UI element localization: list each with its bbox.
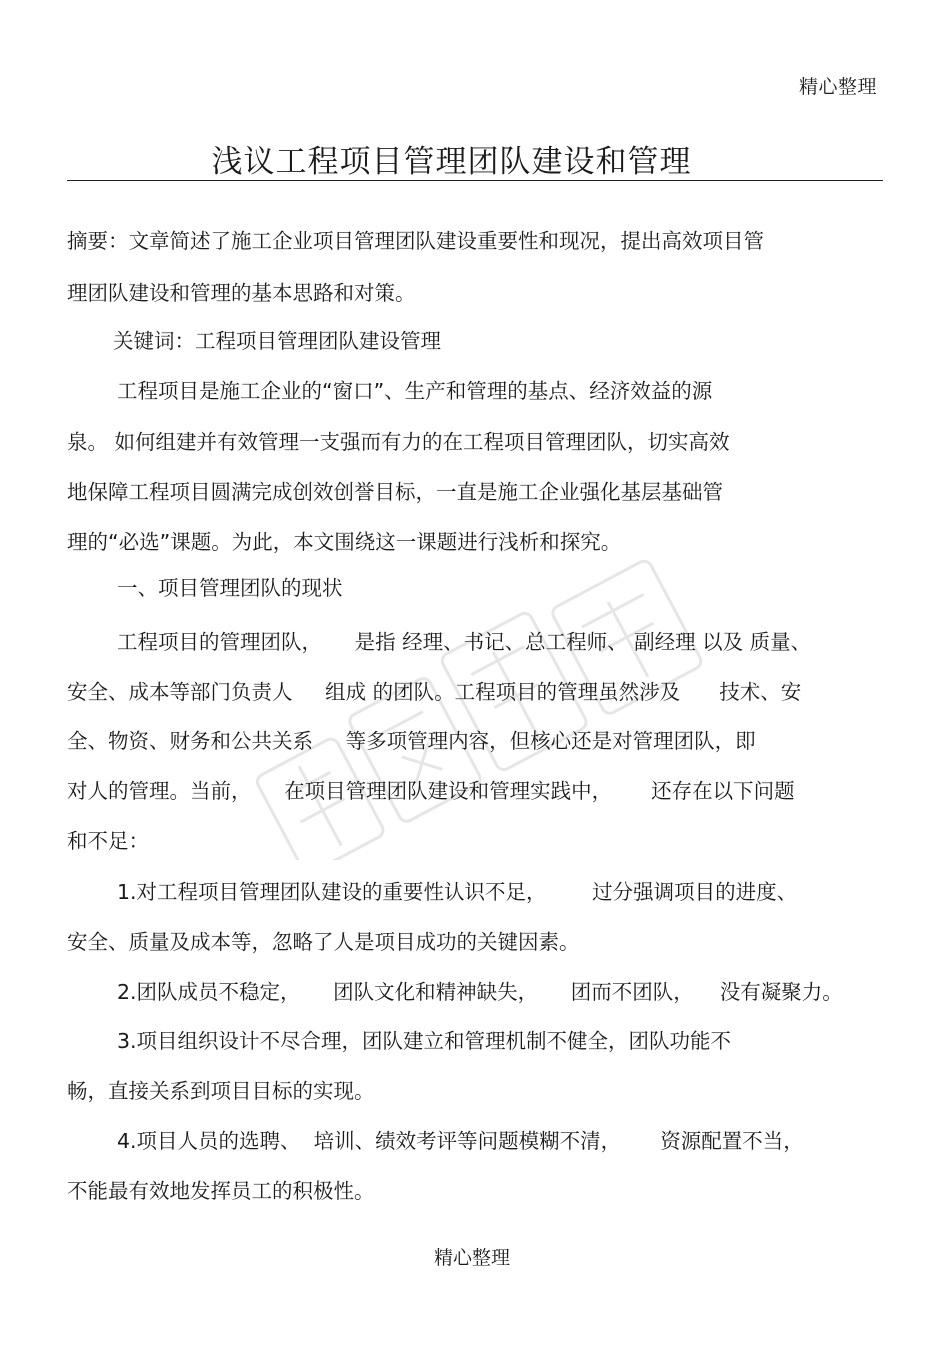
problem-item-4-cont: 不能最有效地发挥员工的积极性。 — [67, 1179, 375, 1203]
status-line: 对人的管理。当前， 在项目管理团队建设和管理实践中， 还存在以下问题 — [67, 779, 795, 803]
abstract-line: 理团队建设和管理的基本思路和对策。 — [67, 281, 416, 305]
problem-item-3-cont: 畅，直接关系到项目目标的实现。 — [67, 1079, 375, 1103]
keywords-line: 关键词：工程项目管理团队建设管理 — [113, 329, 441, 353]
problem-item-1: 1.对工程项目管理团队建设的重要性认识不足， 过分强调项目的进度、 — [117, 880, 798, 904]
status-line: 安全、成本等部门负责人 组成 的团队。工程项目的管理虽然涉及 技术、安 — [67, 680, 802, 704]
intro-line: 泉。 如何组建并有效管理一支强而有力的在工程项目管理团队，切实高效 — [67, 430, 730, 454]
problem-item-2: 2.团队成员不稳定， 团队文化和精神缺失， 团而不团队， 没有凝聚力。 — [117, 980, 843, 1004]
section-heading: 一、项目管理团队的现状 — [117, 576, 343, 600]
page-title: 浅议工程项目管理团队建设和管理 — [211, 144, 692, 180]
intro-line: 地保障工程项目圆满完成创效创誉目标，一直是施工企业强化基层基础管 — [67, 480, 723, 504]
intro-line: 理的“必选”课题。为此，本文围绕这一课题进行浅析和探究。 — [67, 530, 622, 554]
status-line: 全、物资、财务和公共关系 等多项管理内容，但核心还是对管理团队，即 — [67, 729, 756, 753]
watermark-logo-icon — [230, 560, 750, 860]
problem-item-3: 3.项目组织设计不尽合理，团队建立和管理机制不健全，团队功能不 — [117, 1029, 732, 1053]
problem-item-4: 4.项目人员的选聘、 培训、绩效考评等问题模糊不清， 资源配置不当， — [117, 1129, 804, 1153]
header-note: 精心整理 — [798, 76, 877, 98]
problem-item-1-cont: 安全、质量及成本等，忽略了人是项目成功的关键因素。 — [67, 930, 580, 954]
intro-line: 工程项目是施工企业的“窗口”、生产和管理的基点、经济效益的源 — [117, 379, 713, 403]
status-line: 工程项目的管理团队， 是指 经理、书记、总工程师、 副经理 以及 质量、 — [117, 630, 812, 654]
title-divider — [67, 180, 883, 181]
footer-note: 精心整理 — [433, 1247, 510, 1269]
abstract-line: 摘要：文章简述了施工企业项目管理团队建设重要性和现况，提出高效项目管 — [67, 229, 764, 253]
status-line: 和不足： — [67, 829, 149, 853]
